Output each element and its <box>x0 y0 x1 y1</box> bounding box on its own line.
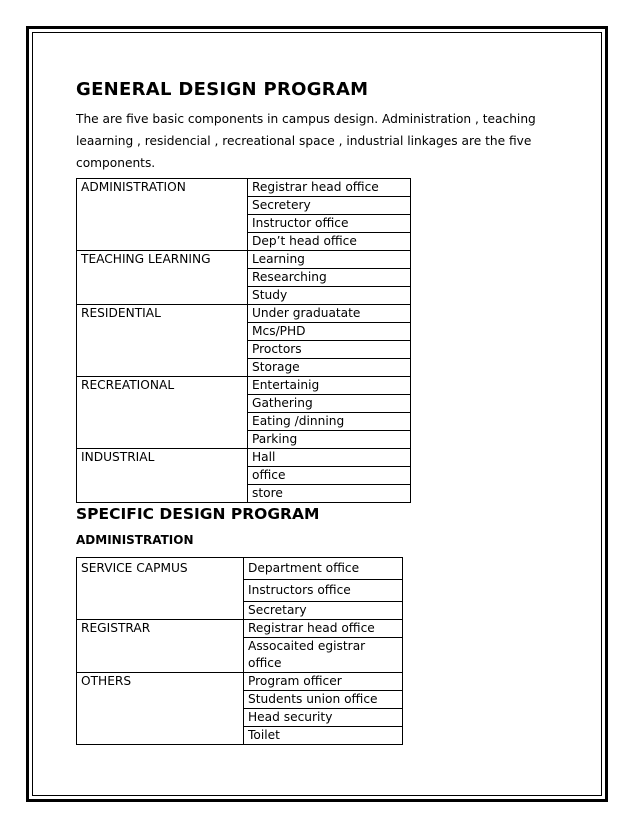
component-name: TEACHING LEARNING <box>77 251 248 305</box>
group-item: Department office <box>244 558 403 580</box>
table-row <box>77 673 403 691</box>
specific-heading: SPECIFIC DESIGN PROGRAM <box>76 505 320 523</box>
component-item: Researching <box>248 269 411 287</box>
table-row <box>77 449 411 467</box>
group-item: Secretary <box>244 602 403 620</box>
group-item: Registrar head office <box>244 620 403 638</box>
table-row <box>77 558 403 580</box>
component-item: Secretery <box>248 197 411 215</box>
administration-table <box>76 557 403 745</box>
component-name: INDUSTRIAL <box>77 449 248 503</box>
table-row <box>77 251 411 269</box>
component-item: Under graduatate <box>248 305 411 323</box>
group-item: Program officer <box>244 673 403 691</box>
component-item: Dep’t head office <box>248 233 411 251</box>
table-row <box>77 377 411 395</box>
component-item: store <box>248 485 411 503</box>
component-item: Parking <box>248 431 411 449</box>
component-item: Hall <box>248 449 411 467</box>
component-item: Entertainig <box>248 377 411 395</box>
general-heading: GENERAL DESIGN PROGRAM <box>76 79 369 100</box>
group-item: Toilet <box>244 727 403 745</box>
table-row <box>77 620 403 638</box>
component-item: Eating /dinning <box>248 413 411 431</box>
group-item: Head security <box>244 709 403 727</box>
table-row <box>77 179 411 197</box>
component-item: Registrar head office <box>248 179 411 197</box>
table-row <box>77 305 411 323</box>
component-item: Gathering <box>248 395 411 413</box>
component-item: office <box>248 467 411 485</box>
group-item: Instructors office <box>244 580 403 602</box>
component-name: RECREATIONAL <box>77 377 248 449</box>
general-intro: The are five basic components in campus design. Administration , teaching leaarning , residencial , recreational space , industrial linkages are the five components. <box>76 112 536 170</box>
component-item: Proctors <box>248 341 411 359</box>
component-name: RESIDENTIAL <box>77 305 248 377</box>
group-name: SERVICE CAPMUS <box>77 558 244 620</box>
group-item: Assocaited egistrar office <box>244 638 403 673</box>
components-table <box>76 178 411 503</box>
group-name: REGISTRAR <box>77 620 244 673</box>
component-item: Storage <box>248 359 411 377</box>
component-item: Learning <box>248 251 411 269</box>
component-name: ADMINISTRATION <box>77 179 248 251</box>
component-item: Mcs/PHD <box>248 323 411 341</box>
component-item: Study <box>248 287 411 305</box>
specific-subheading: ADMINISTRATION <box>76 533 194 547</box>
component-item: Instructor office <box>248 215 411 233</box>
group-item: Students union office <box>244 691 403 709</box>
document-body <box>76 78 576 745</box>
group-name: OTHERS <box>77 673 244 745</box>
